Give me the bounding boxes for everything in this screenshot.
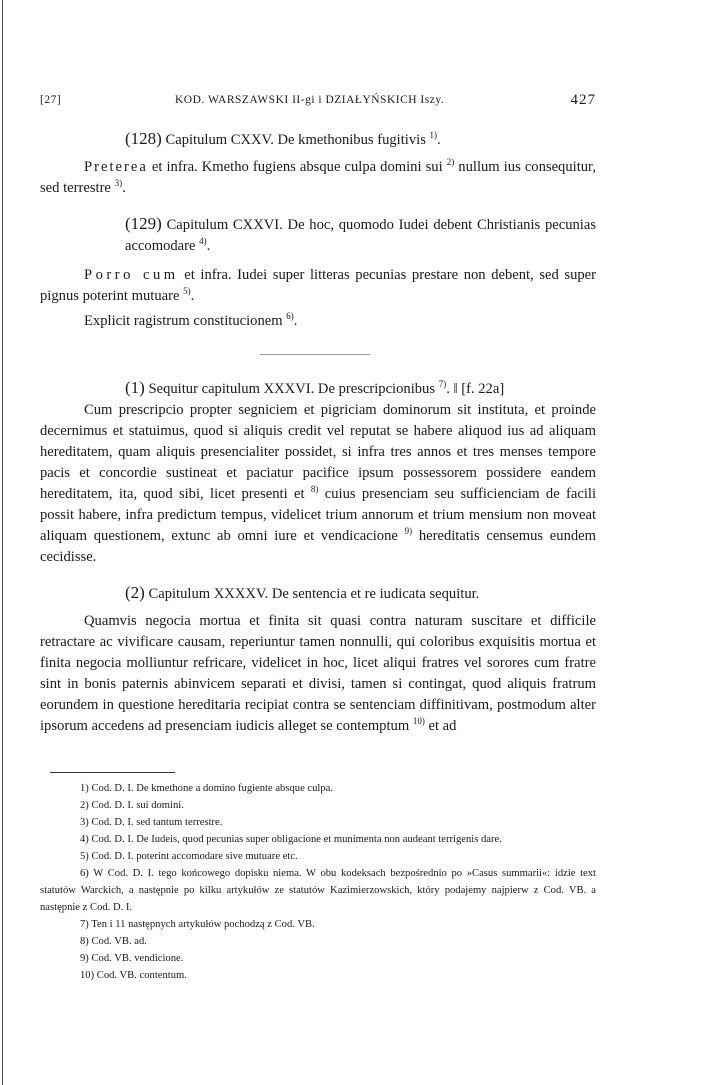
footnote-2: 2) Cod. D. I. sui domini. xyxy=(80,800,184,811)
page-number: 427 xyxy=(570,92,596,108)
footnote-ref: 3) xyxy=(114,178,123,189)
text-span: et ad xyxy=(428,718,457,734)
chapter-number: (2) xyxy=(125,583,145,602)
footnote-ref: 1) xyxy=(429,130,438,141)
section-divider xyxy=(260,354,370,355)
chapter-title: Capitulum XXXXV. De sentencia et re iudicata sequitur. xyxy=(148,586,480,602)
explicit-line: Explicit ragistrum constitucionem $^{6)}$. xyxy=(84,311,298,329)
footnote-ref: 2) xyxy=(446,157,455,168)
chapter-title: Sequitur capitulum XXXVI. De prescripcionibus xyxy=(148,381,436,397)
footnote-ref: 5) xyxy=(183,286,191,297)
page-edge-rule xyxy=(2,0,3,1085)
chapter-128-heading: (128) Capitulum CXXV. De kmethonibus fugitivis $^{1)}$. xyxy=(125,129,441,148)
footnote-rule xyxy=(50,772,175,773)
footnote-ref: 10) xyxy=(412,716,425,727)
chapter-129-heading: (129) Capitulum CXXVI. De hoc, quomodo Iudei debent Christianis pecunias accomodare $^{4)}$. xyxy=(125,214,597,254)
text-span: Explicit ragistrum constitucionem xyxy=(84,313,283,329)
footnote-6: 6) W Cod. D. I. tego końcowego dopisku niema. W obu kodeksach bezpośrednio po »Casus summarii«: idzie text statutów Warckich, a następnie po kilku artykułów ze statutów Kazimierzowskich, który podajemy najpierw z Cod. VB. a następnie z Cod. D. I. xyxy=(40,868,596,913)
folio-mark: ‖ [f. 22a] xyxy=(453,381,505,397)
main-text xyxy=(40,128,596,737)
chapter-2-heading xyxy=(40,582,596,605)
footnote-5: 5) Cod. D. I. poterint accomodare sive mutuare etc. xyxy=(80,851,298,862)
chapter-129-text: Porro cum et infra. Iudei super litteras pecunias prestare non debent, sed super pignus poterint mutuare $^{5)}$. xyxy=(40,267,596,304)
incipit: Preterea xyxy=(84,159,148,175)
incipit: Porro cum xyxy=(84,267,179,283)
footnote-1: 1) Cod. D. I. De kmethone a domino fugiente absque culpa. xyxy=(80,783,334,794)
footnote-8: 8) Cod. VB. ad. xyxy=(80,936,147,947)
chapter-title: Capitulum CXXVI. De hoc, quomodo Iudei debent Christianis pecunias accomodare xyxy=(125,217,597,254)
footnote-3: 3) Cod. D. I. sed tantum terrestre. xyxy=(80,817,223,828)
footnote-7: 7) Ten i 11 następnych artykułów pochodzą z Cod. VB. xyxy=(80,919,315,930)
chapter-title: Capitulum CXXV. De kmethonibus fugitivis xyxy=(165,132,426,148)
chapter-number: (1) xyxy=(125,378,145,397)
text-span: cuius presenciam seu sufficienciam de facili possit habere, infra predictum tempus, videlicet trium annorum et trium mensium non moveat aliquam questionem, extunc ab omni iure et vendicacione xyxy=(40,486,597,544)
footnote-ref: 7) xyxy=(438,379,447,390)
chapter-number: (128) xyxy=(125,129,162,148)
footnotes xyxy=(40,780,596,984)
chapter-1-text xyxy=(40,400,596,568)
footnote-4: 4) Cod. D. I. De Iudeis, quod pecunias super obligacione et munimenta non audeant terrigenis dare. xyxy=(80,834,502,845)
text-span: Cum prescripcio propter segniciem et pigriciam dominorum sit instituta, et proinde decernimus et statuimus, quod si aliquis credit vel reputat se habere aliquod ius ad aliquam hereditatem, quam aliquis presencialiter possidet, si infra tres annos et tres menses tempore pacis et concordie sustineat et paciatur pacifice ipsum possessorem possidere eandem hereditatem, ita, quod sibi, licet presenti et xyxy=(40,402,596,502)
footnote-9: 9) Cod. VB. vendicione. xyxy=(80,953,184,964)
header-title: KOD. WARSZAWSKI II-gi i DZIAŁYŃSKICH Iszy. xyxy=(175,94,445,106)
chapter-1-heading: (1) Sequitur capitulum XXXVI. De prescripcionibus $^{7)}$. ‖ [f. 22a] xyxy=(125,378,505,397)
header-left: [27] xyxy=(40,94,62,106)
footnote-ref: 4) xyxy=(199,236,207,247)
text-span: Quamvis negocia mortua et finita sit quasi contra naturam suscitare et difficile retractare ac vivificare causam, reperiuntur tamen nonnulli, qui coloribus exquisitis mortua et finita negocia molliuntur refricare, videlicet in hoc, licet aliqui fratres vel sorores cum fratre sint in bonis paternis abinvicem separati et divisi, tamen si contingat, quod aliquis fratrum eorundem in questione hereditaria recipiat contra se sentenciam diffinitivam, postmodum alter ipsorum accedens ad presenciam iudicis alleget se contemptum xyxy=(40,613,596,734)
footnote-ref: 8) xyxy=(310,484,319,495)
text-span: hereditatis censemus eundem cecidisse. xyxy=(40,528,597,565)
chapter-128-text: Preterea et infra. Kmetho fugiens absque culpa domini sui $^{2)}$ nullum ius consequitur, sed terrestre $^{3)}$. xyxy=(40,157,596,196)
text-span: nullum ius consequitur, sed terrestre xyxy=(40,159,596,196)
chapter-number: (129) xyxy=(125,214,162,233)
chapter-2-text xyxy=(40,611,596,737)
footnote-ref: 6) xyxy=(286,311,294,322)
text-span: et infra. Iudei super litteras pecunias prestare non debent, sed super pignus poterint mutuare xyxy=(40,267,596,304)
footnote-10: 10) Cod. VB. contentum. xyxy=(80,970,187,981)
text-span: et infra. Kmetho fugiens absque culpa domini sui xyxy=(151,159,443,175)
footnote-ref: 9) xyxy=(404,526,413,537)
